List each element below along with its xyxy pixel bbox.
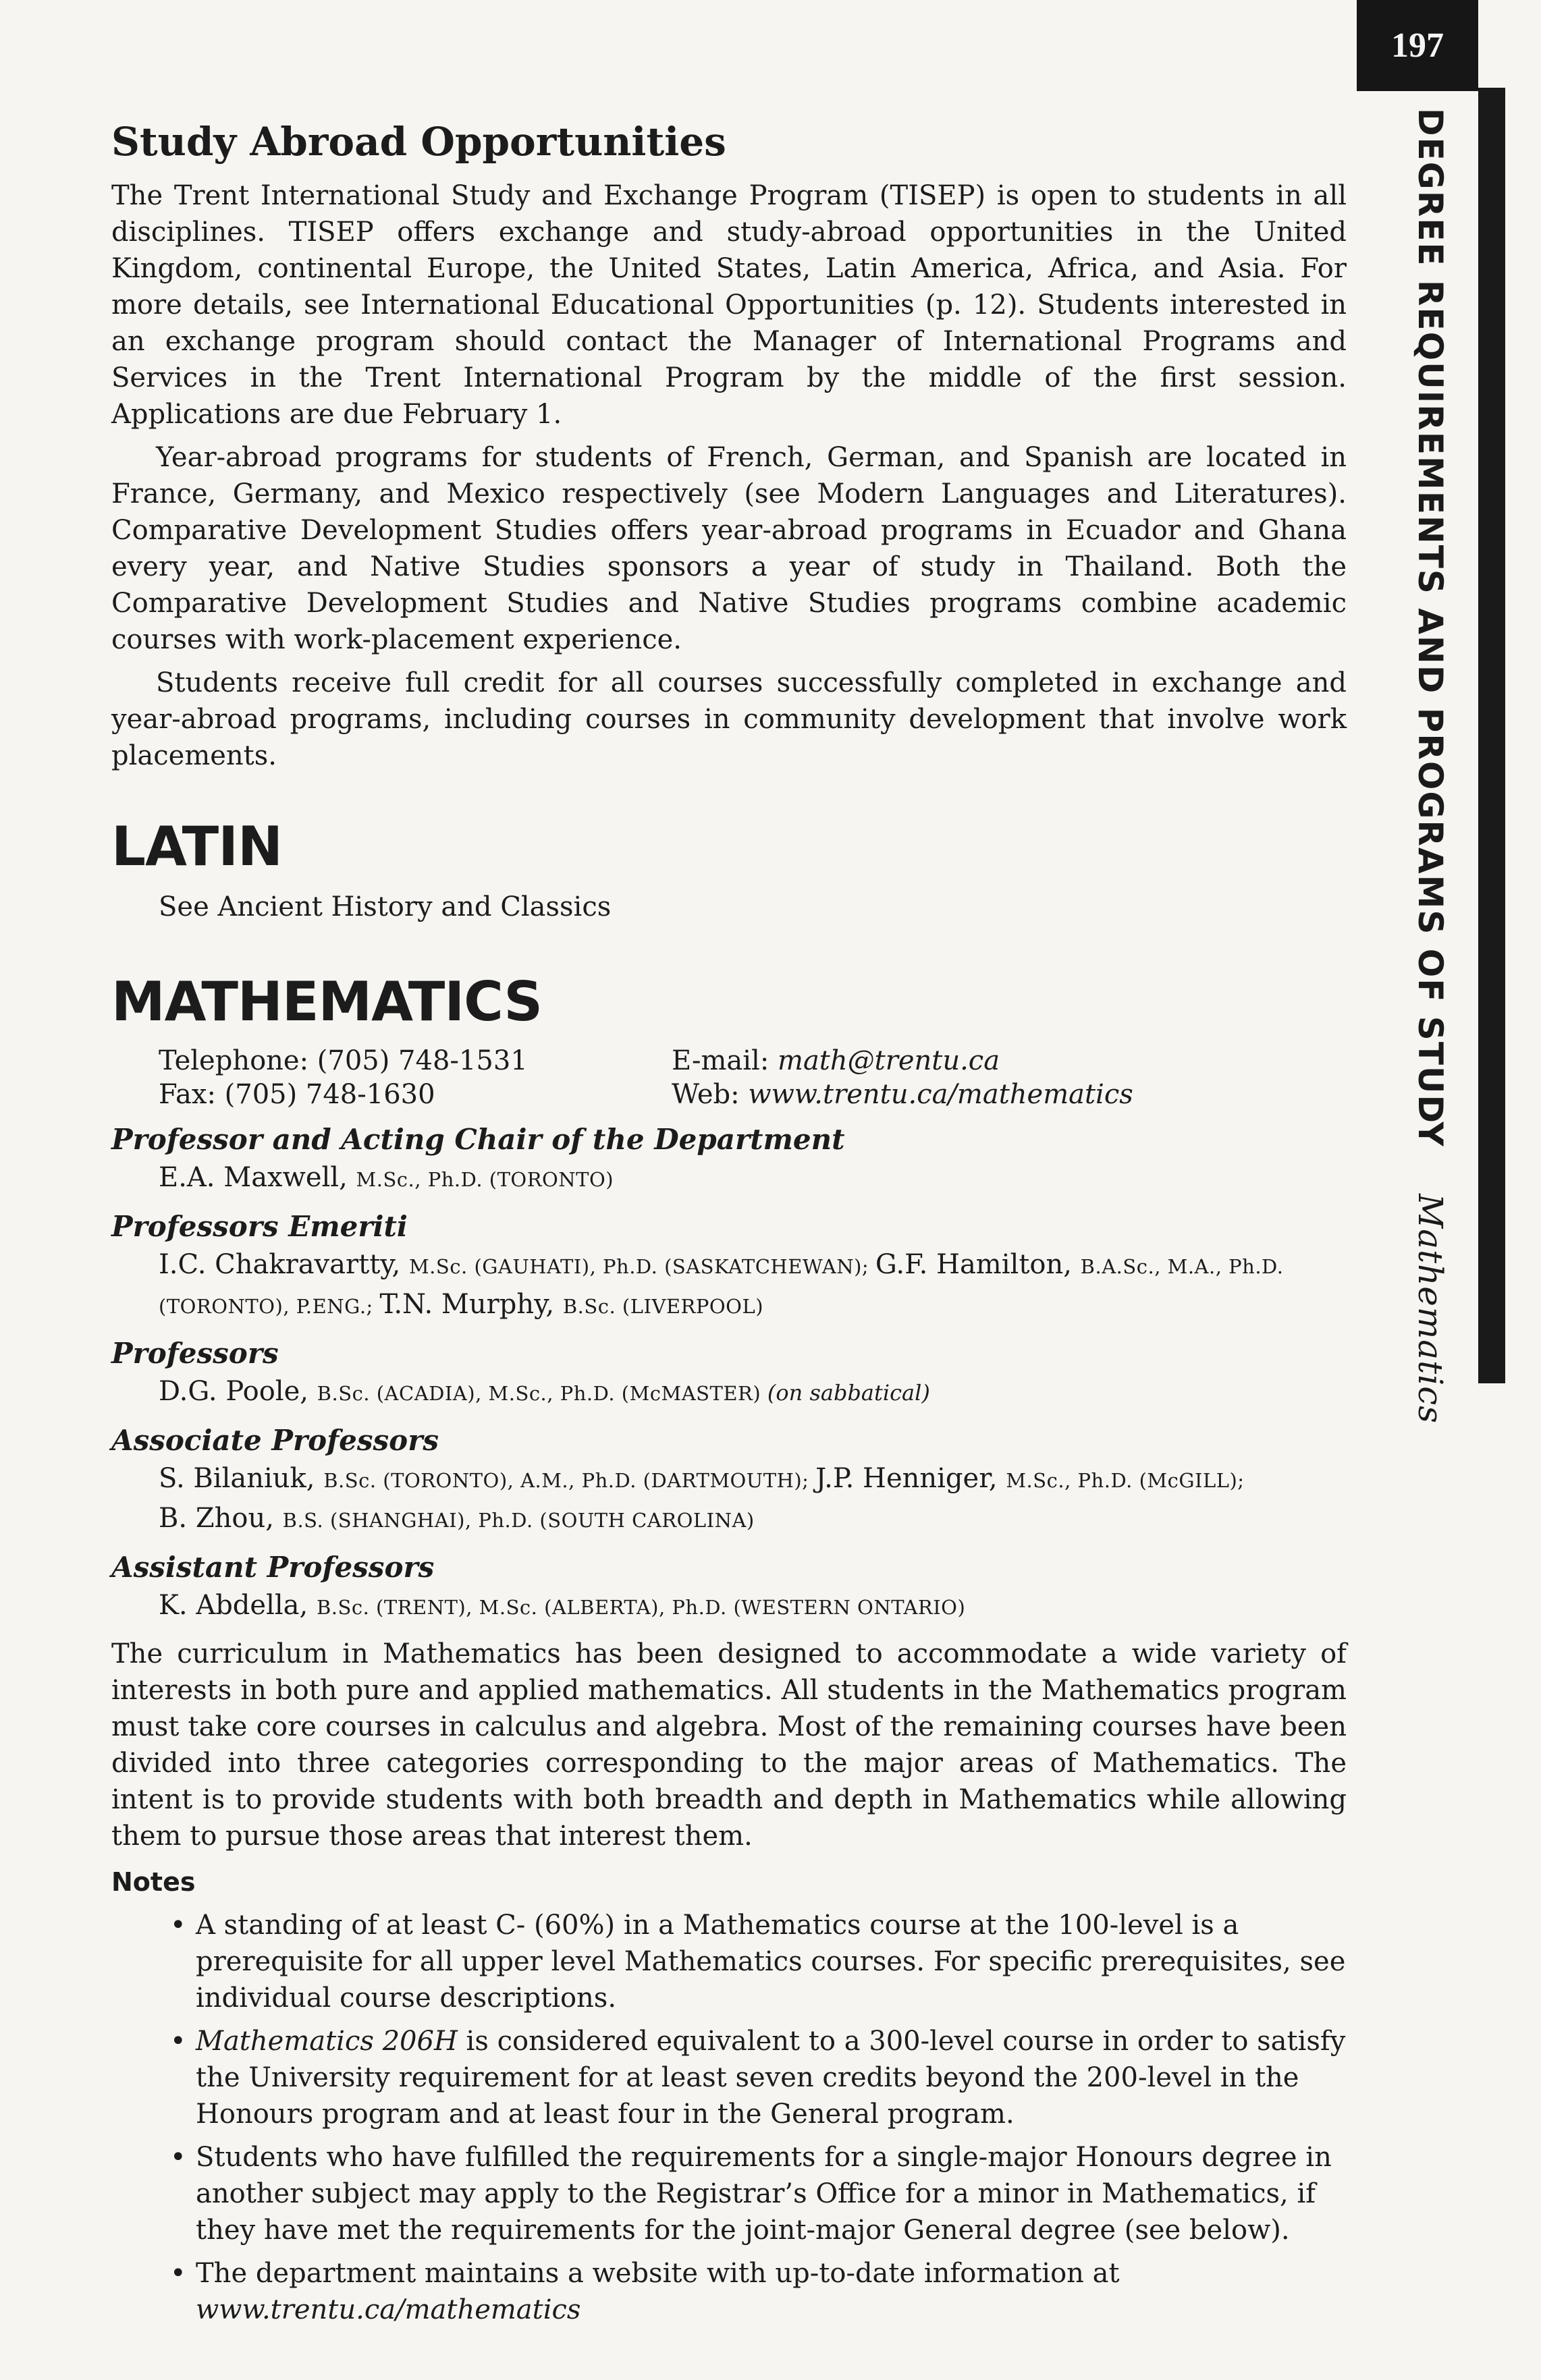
- sidebar-tab: [1478, 88, 1505, 1383]
- faculty-credentials: B.Sc. (TRENT), M.Sc. (ALBERTA), Ph.D. (WESTERN ONTARIO): [316, 1596, 966, 1619]
- sidebar-section-title: DEGREE REQUIREMENTS AND PROGRAMS OF STUDY: [1411, 108, 1450, 1148]
- sidebar-running-head: [1411, 108, 1450, 1423]
- mathematics-heading: MATHEMATICS: [111, 970, 542, 1033]
- latin-see-also: See Ancient History and Classics: [159, 891, 612, 922]
- faculty-name: G.F. Hamilton,: [875, 1249, 1081, 1280]
- website-link[interactable]: www.trentu.ca/mathematics: [196, 2294, 581, 2325]
- professors-title: Professors: [111, 1337, 279, 1370]
- faculty-name: K. Abdella,: [159, 1590, 317, 1621]
- sidebar-subsection-title: Mathematics: [1411, 1193, 1450, 1424]
- faculty-name: E.A. Maxwell,: [159, 1162, 356, 1193]
- notes-heading: Notes: [111, 1867, 196, 1897]
- study-abroad-heading: Study Abroad Opportunities: [111, 119, 726, 165]
- curriculum-paragraph: The curriculum in Mathematics has been designed to accommodate a wide variety of interests in both pure and applied mathematics. All students in the Mathematics program must take core courses in calculus and algebra. Most of the remaining courses have been divided into three categories corresponding to the major areas of Mathematics. The intent is to provide students with both breadth and depth in Mathematics while allowing them to pursue those areas that interest them.: [111, 1638, 1347, 1852]
- notes-list: [111, 1907, 1347, 2328]
- chair-list: [159, 1159, 1347, 1198]
- web-line: [672, 1078, 1347, 1111]
- latin-heading: LATIN: [111, 815, 282, 878]
- course-name: Mathematics 206H: [196, 2026, 458, 2057]
- emeriti-title: Professors Emeriti: [111, 1210, 408, 1243]
- assistant-title: Assistant Professors: [111, 1551, 435, 1584]
- note-item: • Students who have fulfilled the requirements for a single-major Honours degree in another subject may apply to the Registrar’s Office for a minor in Mathematics, if they have met the requirements for the joint-major General degree (see below).: [196, 2139, 1347, 2248]
- faculty-name: D.G. Poole,: [159, 1376, 317, 1407]
- telephone: Telephone: (705) 748-1531: [159, 1045, 528, 1076]
- faculty-name: B. Zhou,: [159, 1503, 283, 1534]
- faculty-name: T.N. Murphy,: [379, 1289, 563, 1320]
- faculty-credentials: B.Sc. (LIVERPOOL): [562, 1295, 764, 1318]
- contact-block: [159, 1044, 1347, 1111]
- note-item: [196, 2255, 1347, 2328]
- associate-title: Associate Professors: [111, 1424, 439, 1457]
- study-abroad-paragraph-3: Students receive full credit for all courses successfully completed in exchange and year-abroad programs, including courses in community development that involve work placements.: [111, 667, 1347, 771]
- assistant-list: [159, 1586, 1347, 1626]
- emeriti-list: [159, 1246, 1347, 1325]
- note-text: The department maintains a website with up-to-date information at: [196, 2258, 1120, 2289]
- note-item: • A standing of at least C- (60%) in a Mathematics course at the 100-level is a prerequisite for all upper level Mathematics courses. For specific prerequisites, see individual course descriptions.: [196, 1907, 1347, 2016]
- faculty-credentials: M.Sc., Ph.D. (TORONTO): [356, 1168, 614, 1191]
- web-address[interactable]: www.trentu.ca/mathematics: [748, 1079, 1133, 1110]
- faculty-name: S. Bilaniuk,: [159, 1463, 324, 1494]
- note-text: is considered equivalent to a 300-level course in order to satisfy the University requirement for at least seven credits beyond the 200-level in the Honours program and at least four in the General program.: [196, 2026, 1346, 2130]
- faculty-credentials: B.A.Sc., M.A., Ph.D. (TORONTO), P.ENG.;: [159, 1255, 1284, 1318]
- page-content: [111, 118, 1347, 2335]
- chair-title: Professor and Acting Chair of the Department: [111, 1123, 845, 1156]
- faculty-status-note: (on sabbatical): [767, 1380, 930, 1406]
- faculty-credentials: M.Sc. (GAUHATI), Ph.D. (SASKATCHEWAN);: [408, 1255, 875, 1278]
- faculty-name: I.C. Chakravartty,: [159, 1249, 409, 1280]
- page-number: 197: [1357, 0, 1478, 91]
- email-label: E-mail:: [672, 1045, 778, 1076]
- web-label: Web:: [672, 1079, 749, 1110]
- fax: Fax: (705) 748-1630: [159, 1079, 435, 1110]
- faculty-credentials: M.Sc., Ph.D. (McGILL);: [1006, 1469, 1245, 1492]
- associate-list: [159, 1460, 1347, 1539]
- faculty-credentials: B.Sc. (TORONTO), A.M., Ph.D. (DARTMOUTH);: [323, 1469, 816, 1492]
- faculty-name: J.P. Henniger,: [815, 1463, 1006, 1494]
- study-abroad-paragraph-1: The Trent International Study and Exchange Program (TISEP) is open to students in all disciplines. TISEP offers exchange and study-abroad opportunities in the United Kingdom, continental Europe, the United States, Latin America, Africa, and Asia. For more details, see International Educational Opportunities (p. 12). Students interested in an exchange program should contact the Manager of International Programs and Services in the Trent International Program by the middle of the first session. Applications are due February 1.: [111, 180, 1347, 430]
- professors-list: [159, 1373, 1347, 1412]
- note-item: [196, 2023, 1347, 2132]
- faculty-credentials: B.Sc. (ACADIA), M.Sc., Ph.D. (McMASTER): [317, 1382, 767, 1405]
- email-address[interactable]: math@trentu.ca: [778, 1045, 1000, 1076]
- email-line: [672, 1044, 1347, 1078]
- study-abroad-paragraph-2: Year-abroad programs for students of French, German, and Spanish are located in France, Germany, and Mexico respectively (see Modern Languages and Literatures). Comparative Development Studies offers year-abroad programs in Ecuador and Ghana every year, and Native Studies sponsors a year of study in Thailand. Both the Comparative Development Studies and Native Studies programs combine academic courses with work-placement experience.: [111, 442, 1347, 655]
- faculty-credentials: B.S. (SHANGHAI), Ph.D. (SOUTH CAROLINA): [282, 1509, 755, 1532]
